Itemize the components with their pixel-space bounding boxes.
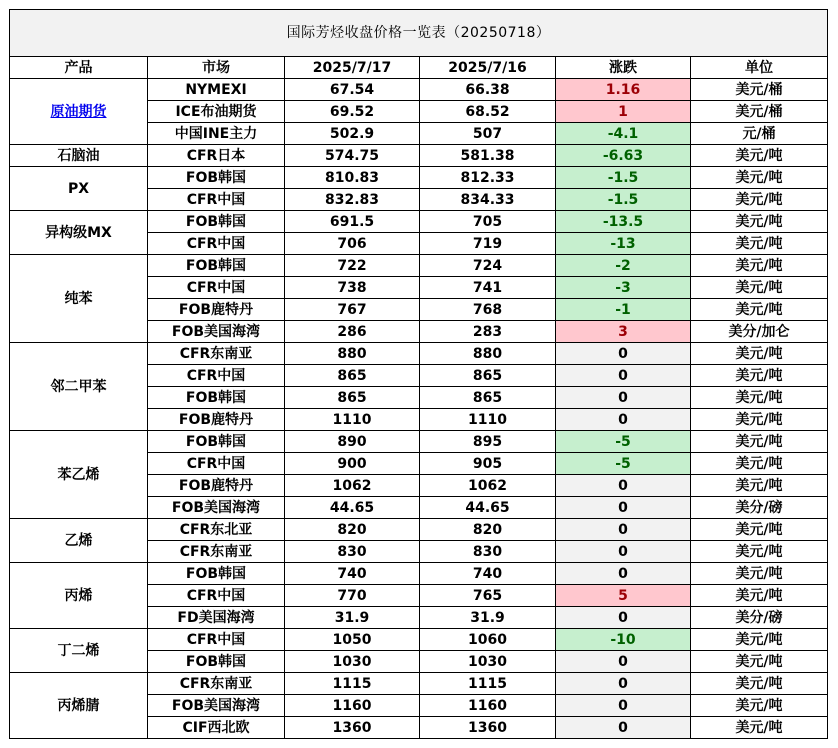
- unit-cell: 美元/吨: [691, 651, 828, 673]
- table-row: [10, 145, 828, 167]
- change-cell: 0: [556, 563, 691, 585]
- table-title: 国际芳烃收盘价格一览表（20250718）: [10, 10, 828, 57]
- price-current-cell: 900: [285, 453, 420, 475]
- unit-cell: 美元/吨: [691, 541, 828, 563]
- price-previous-cell: 905: [420, 453, 556, 475]
- product-cell: 丁二烯: [10, 629, 148, 673]
- market-cell: CFR中国: [148, 277, 285, 299]
- unit-cell: 美分/磅: [691, 607, 828, 629]
- market-cell: NYMEXI: [148, 79, 285, 101]
- unit-cell: 美元/吨: [691, 695, 828, 717]
- change-cell: -10: [556, 629, 691, 651]
- price-table: [9, 9, 828, 739]
- price-previous-cell: 31.9: [420, 607, 556, 629]
- market-cell: FOB韩国: [148, 167, 285, 189]
- market-cell: CFR中国: [148, 365, 285, 387]
- price-current-cell: 1160: [285, 695, 420, 717]
- table-row: [10, 519, 828, 541]
- change-cell: -2: [556, 255, 691, 277]
- unit-cell: 美元/吨: [691, 255, 828, 277]
- unit-cell: 美元/吨: [691, 629, 828, 651]
- price-current-cell: 1115: [285, 673, 420, 695]
- unit-cell: 美元/吨: [691, 233, 828, 255]
- product-cell: 苯乙烯: [10, 431, 148, 519]
- header-date-current: 2025/7/17: [285, 57, 420, 79]
- product-cell: 异构级MX: [10, 211, 148, 255]
- price-current-cell: 722: [285, 255, 420, 277]
- price-previous-cell: 44.65: [420, 497, 556, 519]
- price-current-cell: 1110: [285, 409, 420, 431]
- price-current-cell: 738: [285, 277, 420, 299]
- market-cell: FOB美国海湾: [148, 497, 285, 519]
- price-current-cell: 865: [285, 365, 420, 387]
- table-row: [10, 629, 828, 651]
- unit-cell: 美元/桶: [691, 79, 828, 101]
- market-cell: FOB鹿特丹: [148, 299, 285, 321]
- price-current-cell: 1050: [285, 629, 420, 651]
- unit-cell: 美元/桶: [691, 101, 828, 123]
- table-row: [10, 255, 828, 277]
- market-cell: CFR中国: [148, 233, 285, 255]
- market-cell: 中国INE主力: [148, 123, 285, 145]
- table-row: [10, 79, 828, 101]
- market-cell: FOB韩国: [148, 211, 285, 233]
- price-previous-cell: 507: [420, 123, 556, 145]
- price-current-cell: 1030: [285, 651, 420, 673]
- market-cell: CFR日本: [148, 145, 285, 167]
- unit-cell: 美元/吨: [691, 519, 828, 541]
- change-cell: 0: [556, 541, 691, 563]
- price-current-cell: 574.75: [285, 145, 420, 167]
- change-cell: 0: [556, 673, 691, 695]
- change-cell: 0: [556, 695, 691, 717]
- change-cell: -13.5: [556, 211, 691, 233]
- change-cell: -3: [556, 277, 691, 299]
- price-current-cell: 502.9: [285, 123, 420, 145]
- price-current-cell: 767: [285, 299, 420, 321]
- unit-cell: 美元/吨: [691, 453, 828, 475]
- price-previous-cell: 581.38: [420, 145, 556, 167]
- price-current-cell: 67.54: [285, 79, 420, 101]
- change-cell: -5: [556, 431, 691, 453]
- table-body: [10, 79, 828, 739]
- unit-cell: 美分/加仑: [691, 321, 828, 343]
- market-cell: CFR东南亚: [148, 343, 285, 365]
- price-previous-cell: 741: [420, 277, 556, 299]
- unit-cell: 元/桶: [691, 123, 828, 145]
- price-current-cell: 880: [285, 343, 420, 365]
- unit-cell: 美元/吨: [691, 717, 828, 739]
- price-current-cell: 286: [285, 321, 420, 343]
- price-previous-cell: 705: [420, 211, 556, 233]
- product-cell[interactable]: [10, 79, 148, 145]
- unit-cell: 美元/吨: [691, 299, 828, 321]
- change-cell: -1: [556, 299, 691, 321]
- price-previous-cell: 1060: [420, 629, 556, 651]
- price-previous-cell: 1115: [420, 673, 556, 695]
- price-current-cell: 820: [285, 519, 420, 541]
- market-cell: FOB韩国: [148, 563, 285, 585]
- price-current-cell: 691.5: [285, 211, 420, 233]
- market-cell: FOB韩国: [148, 387, 285, 409]
- change-cell: 0: [556, 607, 691, 629]
- change-cell: 5: [556, 585, 691, 607]
- market-cell: CFR东北亚: [148, 519, 285, 541]
- change-cell: 1.16: [556, 79, 691, 101]
- market-cell: FD美国海湾: [148, 607, 285, 629]
- price-previous-cell: 719: [420, 233, 556, 255]
- price-previous-cell: 765: [420, 585, 556, 607]
- product-cell: 丙烯: [10, 563, 148, 629]
- unit-cell: 美元/吨: [691, 585, 828, 607]
- price-previous-cell: 66.38: [420, 79, 556, 101]
- change-cell: -1.5: [556, 167, 691, 189]
- unit-cell: 美元/吨: [691, 343, 828, 365]
- price-table-container: [9, 9, 828, 739]
- unit-cell: 美元/吨: [691, 167, 828, 189]
- change-cell: 0: [556, 475, 691, 497]
- product-cell: 石脑油: [10, 145, 148, 167]
- table-row: [10, 673, 828, 695]
- price-previous-cell: 768: [420, 299, 556, 321]
- change-cell: 0: [556, 717, 691, 739]
- unit-cell: 美元/吨: [691, 475, 828, 497]
- header-unit: 单位: [691, 57, 828, 79]
- price-previous-cell: 1110: [420, 409, 556, 431]
- product-cell: 丙烯腈: [10, 673, 148, 739]
- unit-cell: 美元/吨: [691, 277, 828, 299]
- price-current-cell: 1360: [285, 717, 420, 739]
- price-previous-cell: 880: [420, 343, 556, 365]
- unit-cell: 美元/吨: [691, 431, 828, 453]
- market-cell: FOB美国海湾: [148, 321, 285, 343]
- price-previous-cell: 865: [420, 387, 556, 409]
- table-row: [10, 167, 828, 189]
- unit-cell: 美元/吨: [691, 211, 828, 233]
- table-row: [10, 431, 828, 453]
- price-current-cell: 740: [285, 563, 420, 585]
- change-cell: -13: [556, 233, 691, 255]
- price-previous-cell: 68.52: [420, 101, 556, 123]
- unit-cell: 美元/吨: [691, 563, 828, 585]
- price-current-cell: 770: [285, 585, 420, 607]
- table-row: [10, 343, 828, 365]
- unit-cell: 美元/吨: [691, 673, 828, 695]
- price-previous-cell: 1360: [420, 717, 556, 739]
- price-previous-cell: 1160: [420, 695, 556, 717]
- unit-cell: 美元/吨: [691, 387, 828, 409]
- header-row: [10, 57, 828, 79]
- market-cell: CFR中国: [148, 189, 285, 211]
- change-cell: 1: [556, 101, 691, 123]
- price-previous-cell: 865: [420, 365, 556, 387]
- market-cell: FOB鹿特丹: [148, 475, 285, 497]
- change-cell: -5: [556, 453, 691, 475]
- price-previous-cell: 812.33: [420, 167, 556, 189]
- price-current-cell: 31.9: [285, 607, 420, 629]
- change-cell: 0: [556, 519, 691, 541]
- table-row: [10, 211, 828, 233]
- change-cell: 0: [556, 651, 691, 673]
- market-cell: CFR东南亚: [148, 673, 285, 695]
- change-cell: -4.1: [556, 123, 691, 145]
- price-previous-cell: 830: [420, 541, 556, 563]
- change-cell: 0: [556, 387, 691, 409]
- change-cell: -1.5: [556, 189, 691, 211]
- market-cell: CIF西北欧: [148, 717, 285, 739]
- unit-cell: 美分/磅: [691, 497, 828, 519]
- price-previous-cell: 740: [420, 563, 556, 585]
- price-current-cell: 706: [285, 233, 420, 255]
- market-cell: FOB韩国: [148, 255, 285, 277]
- unit-cell: 美元/吨: [691, 189, 828, 211]
- market-cell: CFR中国: [148, 629, 285, 651]
- price-current-cell: 865: [285, 387, 420, 409]
- price-current-cell: 810.83: [285, 167, 420, 189]
- price-current-cell: 832.83: [285, 189, 420, 211]
- price-previous-cell: 834.33: [420, 189, 556, 211]
- unit-cell: 美元/吨: [691, 145, 828, 167]
- unit-cell: 美元/吨: [691, 365, 828, 387]
- header-date-previous: 2025/7/16: [420, 57, 556, 79]
- market-cell: ICE布油期货: [148, 101, 285, 123]
- header-change: 涨跌: [556, 57, 691, 79]
- change-cell: 0: [556, 409, 691, 431]
- market-cell: FOB韩国: [148, 651, 285, 673]
- price-current-cell: 830: [285, 541, 420, 563]
- market-cell: FOB鹿特丹: [148, 409, 285, 431]
- price-previous-cell: 283: [420, 321, 556, 343]
- price-previous-cell: 1030: [420, 651, 556, 673]
- header-product: 产品: [10, 57, 148, 79]
- unit-cell: 美元/吨: [691, 409, 828, 431]
- market-cell: FOB美国海湾: [148, 695, 285, 717]
- price-current-cell: 1062: [285, 475, 420, 497]
- product-cell: 乙烯: [10, 519, 148, 563]
- change-cell: -6.63: [556, 145, 691, 167]
- change-cell: 0: [556, 497, 691, 519]
- price-current-cell: 890: [285, 431, 420, 453]
- price-previous-cell: 1062: [420, 475, 556, 497]
- market-cell: CFR东南亚: [148, 541, 285, 563]
- product-cell: 纯苯: [10, 255, 148, 343]
- change-cell: 3: [556, 321, 691, 343]
- table-row: [10, 563, 828, 585]
- product-cell: PX: [10, 167, 148, 211]
- market-cell: FOB韩国: [148, 431, 285, 453]
- change-cell: 0: [556, 343, 691, 365]
- market-cell: CFR中国: [148, 585, 285, 607]
- product-cell: 邻二甲苯: [10, 343, 148, 431]
- price-previous-cell: 820: [420, 519, 556, 541]
- price-current-cell: 44.65: [285, 497, 420, 519]
- price-previous-cell: 895: [420, 431, 556, 453]
- price-current-cell: 69.52: [285, 101, 420, 123]
- price-previous-cell: 724: [420, 255, 556, 277]
- header-market: 市场: [148, 57, 285, 79]
- market-cell: CFR中国: [148, 453, 285, 475]
- change-cell: 0: [556, 365, 691, 387]
- product-link[interactable]: 原油期货: [50, 103, 107, 120]
